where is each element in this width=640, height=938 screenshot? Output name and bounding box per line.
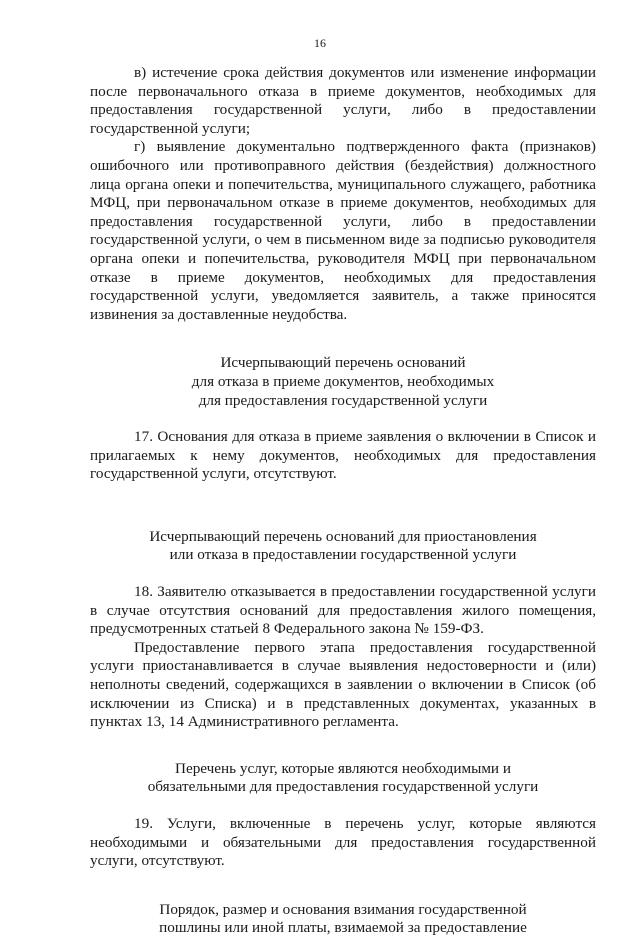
heading-line: Порядок, размер и основания взимания государственной	[159, 900, 527, 918]
heading-line: обязательными для предоставления государственной услуги	[147, 778, 539, 796]
heading-line: для отказа в приеме документов, необходимых	[191, 372, 495, 390]
heading-line: пошлины или иной платы, взимаемой за предоставление	[159, 919, 527, 937]
paragraph-19: 19. Услуги, включенные в перечень услуг, которые являются необходимыми и обязательными для предоставления государственной услуги, отсутствуют.	[90, 815, 596, 870]
paragraph-item-v: в) истечение срока действия документов или изменение информации после первоначального отказа в приеме документов, необходимых для предоставления государственной услуги, либо в предоставлении государственной услуги;	[90, 64, 596, 137]
heading-line: для предоставления государственной услуги	[198, 391, 488, 409]
document-body	[90, 64, 596, 938]
paragraph-17: 17. Основания для отказа в приеме заявления о включении в Список и прилагаемых к нему документов, необходимых для предоставления государственной услуги, отсутствуют.	[90, 428, 596, 483]
section-heading-suspension-refusal	[90, 528, 596, 565]
page-number: 16	[314, 36, 326, 50]
paragraph-18: 18. Заявителю отказывается в предоставлении государственной услуги в случае отсутствия оснований для предоставления жилого помещения, предусмотренных статьей 8 Федерального закона № 159-ФЗ.	[90, 583, 596, 638]
heading-line: Перечень услуг, которые являются необходимыми и	[174, 759, 511, 777]
section-heading-state-fee	[90, 901, 596, 938]
heading-line: Исчерпывающий перечень оснований для приостановления	[149, 527, 537, 545]
section-heading-required-services	[90, 760, 596, 797]
heading-line: Исчерпывающий перечень оснований	[220, 354, 466, 372]
heading-line: или отказа в предоставлении государственной услуги	[169, 546, 517, 564]
section-heading-refusal-acceptance	[90, 354, 596, 410]
paragraph-item-g: г) выявление документально подтвержденного факта (признаков) ошибочного или противоправного действия (бездействия) должностного лица органа опеки и попечительства, муниципального служащего, работника МФЦ, при первоначальном отказе в приеме документов, необходимых для предоставления государственной услуги, либо в предоставлении государственной услуги, о чем в письменном виде за подписью руководителя органа опеки и попечительства, руководителя МФЦ при первоначальном отказе в приеме документов, необходимых для предоставления государственной услуги, уведомляется заявитель, а также приносятся извинения за доставленные неудобства.	[90, 138, 596, 323]
paragraph-18-continued: Предоставление первого этапа предоставления государственной услуги приостанавливается в случае выявления недостоверности и (или) неполноты сведений, содержащихся в заявлении о включении в Список (об исключении из Списка) и в представленных документах, указанных в пунктах 13, 14 Административного регламента.	[90, 638, 596, 731]
